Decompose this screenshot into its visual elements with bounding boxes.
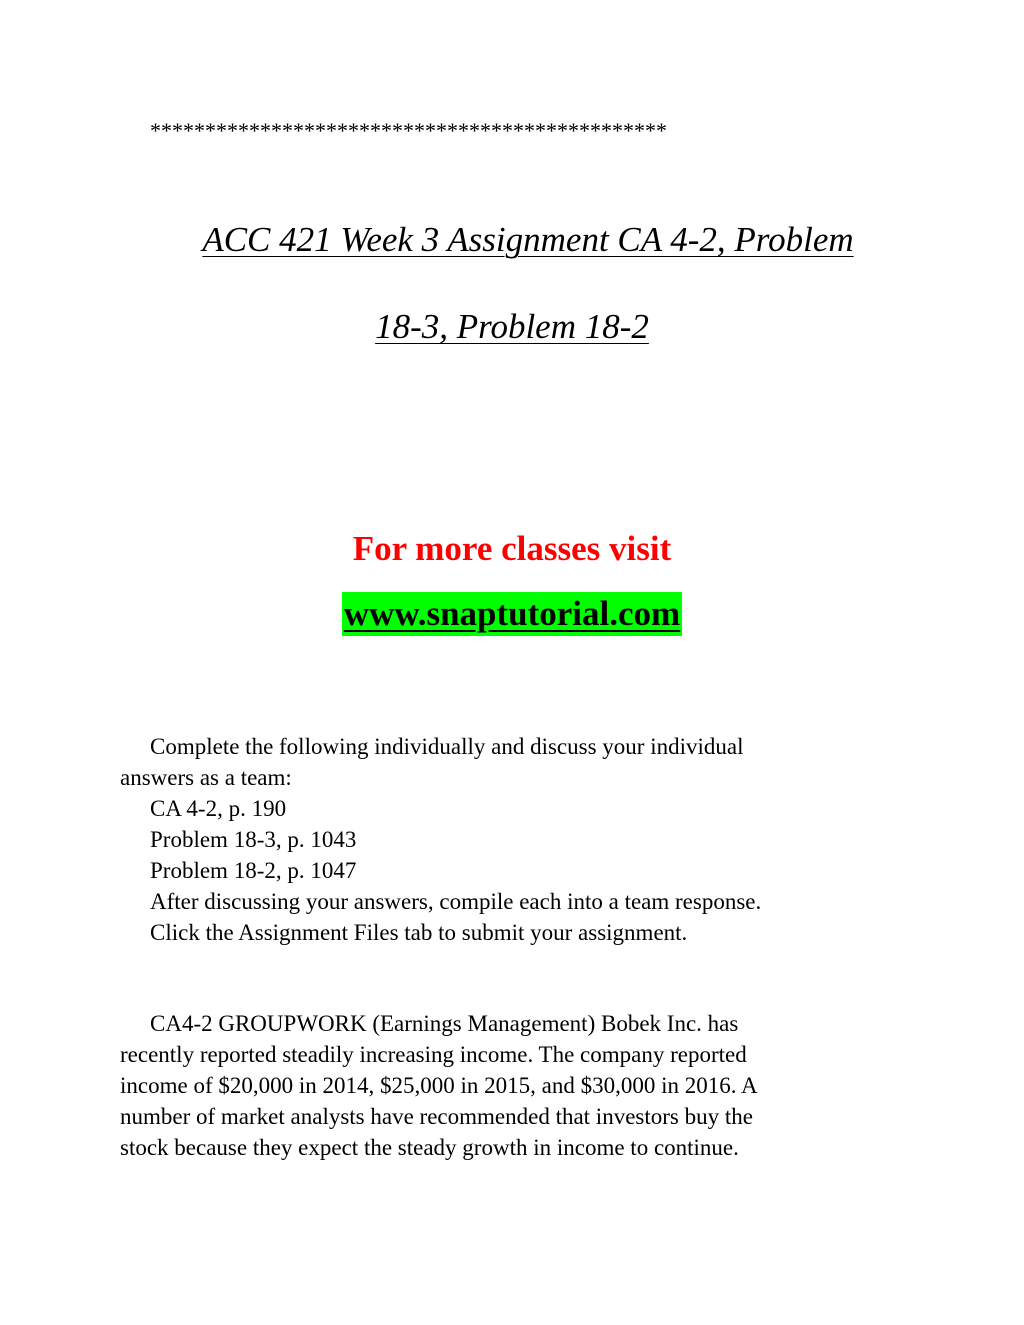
instructions-intro-line-1: Complete the following individually and discuss your individual [150,734,744,759]
list-item: After discussing your answers, compile each into a team response. [150,889,762,914]
promo-link-wrapper [0,592,1024,636]
case-line-3: income of $20,000 in 2014, $25,000 in 2015, and $30,000 in 2016. A [120,1073,758,1098]
promo-text: For more classes visit [352,529,672,568]
snaptutorial-link[interactable]: www.snaptutorial.com [342,592,682,636]
separator-stars: *********************************************** [150,118,667,143]
title-line-2: 18-3, Problem 18-2 [375,307,649,346]
case-line-1: CA4-2 GROUPWORK (Earnings Management) Bobek Inc. has [150,1011,739,1036]
instructions-intro-line-2: answers as a team: [120,765,292,790]
list-item: Problem 18-2, p. 1047 [150,858,357,883]
case-paragraph [120,1008,880,1163]
list-item: Click the Assignment Files tab to submit your assignment. [150,920,688,945]
list-item: Problem 18-3, p. 1043 [150,827,357,852]
instructions-paragraph [120,731,880,948]
case-line-5: stock because they expect the steady growth in income to continue. [120,1135,739,1160]
case-line-4: number of market analysts have recommended that investors buy the [120,1104,753,1129]
title-line-1: ACC 421 Week 3 Assignment CA 4-2, Problem [202,220,854,259]
list-item: CA 4-2, p. 190 [150,796,287,821]
case-line-2: recently reported steadily increasing income. The company reported [120,1042,747,1067]
